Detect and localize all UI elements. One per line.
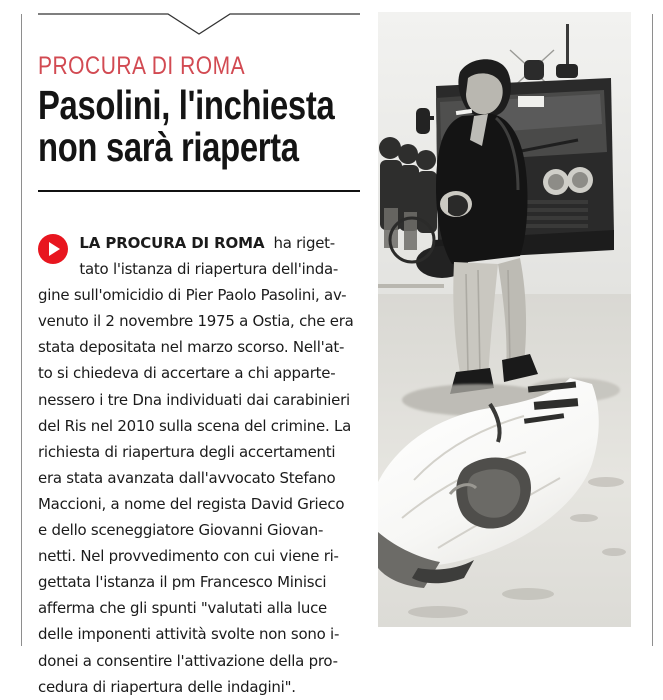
body-line: netti. Nel provvedimento con cui viene ri-: [38, 547, 339, 566]
body-line: Maccioni, a nome del regista David Grieco: [38, 494, 345, 513]
article-photo: [378, 12, 631, 627]
left-gutter-rule: [21, 14, 22, 646]
body-line: era stata avanzata dall'avvocato Stefano: [38, 468, 336, 487]
body-line: to si chiedeva di accertare a chi apparte-: [38, 364, 336, 383]
body-line: del Ris nel 2010 sulla scena del crimine. La: [38, 416, 352, 435]
kicker: PROCURA DI ROMA: [38, 52, 246, 80]
article-column: [38, 0, 360, 696]
body-line: cedura di riapertura delle indagini".: [38, 677, 296, 696]
body-line: tato l'istanza di riapertura dell'inda-: [79, 260, 339, 279]
body-line: e dello sceneggiatore Giovanni Giovan-: [38, 521, 324, 540]
body-line: venuto il 2 novembre 1975 a Ostia, che era: [38, 312, 354, 331]
body-line-text: ha riget-: [273, 234, 335, 252]
lead-in-label: LA PROCURA DI ROMA: [79, 234, 265, 252]
body-line: donei a consentire l'attivazione della pro-: [38, 651, 338, 670]
body-line: delle imponenti attività svolte non sono i-: [38, 625, 340, 644]
article-body: [38, 230, 360, 700]
headline-divider: [38, 190, 360, 192]
right-gutter-rule: [652, 14, 653, 646]
headline-line-1: Pasolini, l'inchiesta: [38, 82, 335, 128]
body-line: afferma che gli spunti "valutati alla luce: [38, 599, 328, 618]
page-title: [38, 82, 335, 170]
body-line: gettata l'istanza il pm Francesco Minisci: [38, 573, 327, 592]
body-line: stata depositata nel marzo scorso. Nell'at-: [38, 338, 345, 357]
body-line: [38, 230, 355, 256]
body-line: richiesta di riapertura degli accertamenti: [38, 442, 336, 461]
notched-top-rule: [38, 8, 360, 36]
body-line: gine sull'omicidio di Pier Paolo Pasolini, av-: [38, 286, 347, 305]
body-line: nessero i tre Dna individuati dai carabinieri: [38, 390, 350, 409]
headline-line-2: non sarà riaperta: [38, 124, 299, 170]
